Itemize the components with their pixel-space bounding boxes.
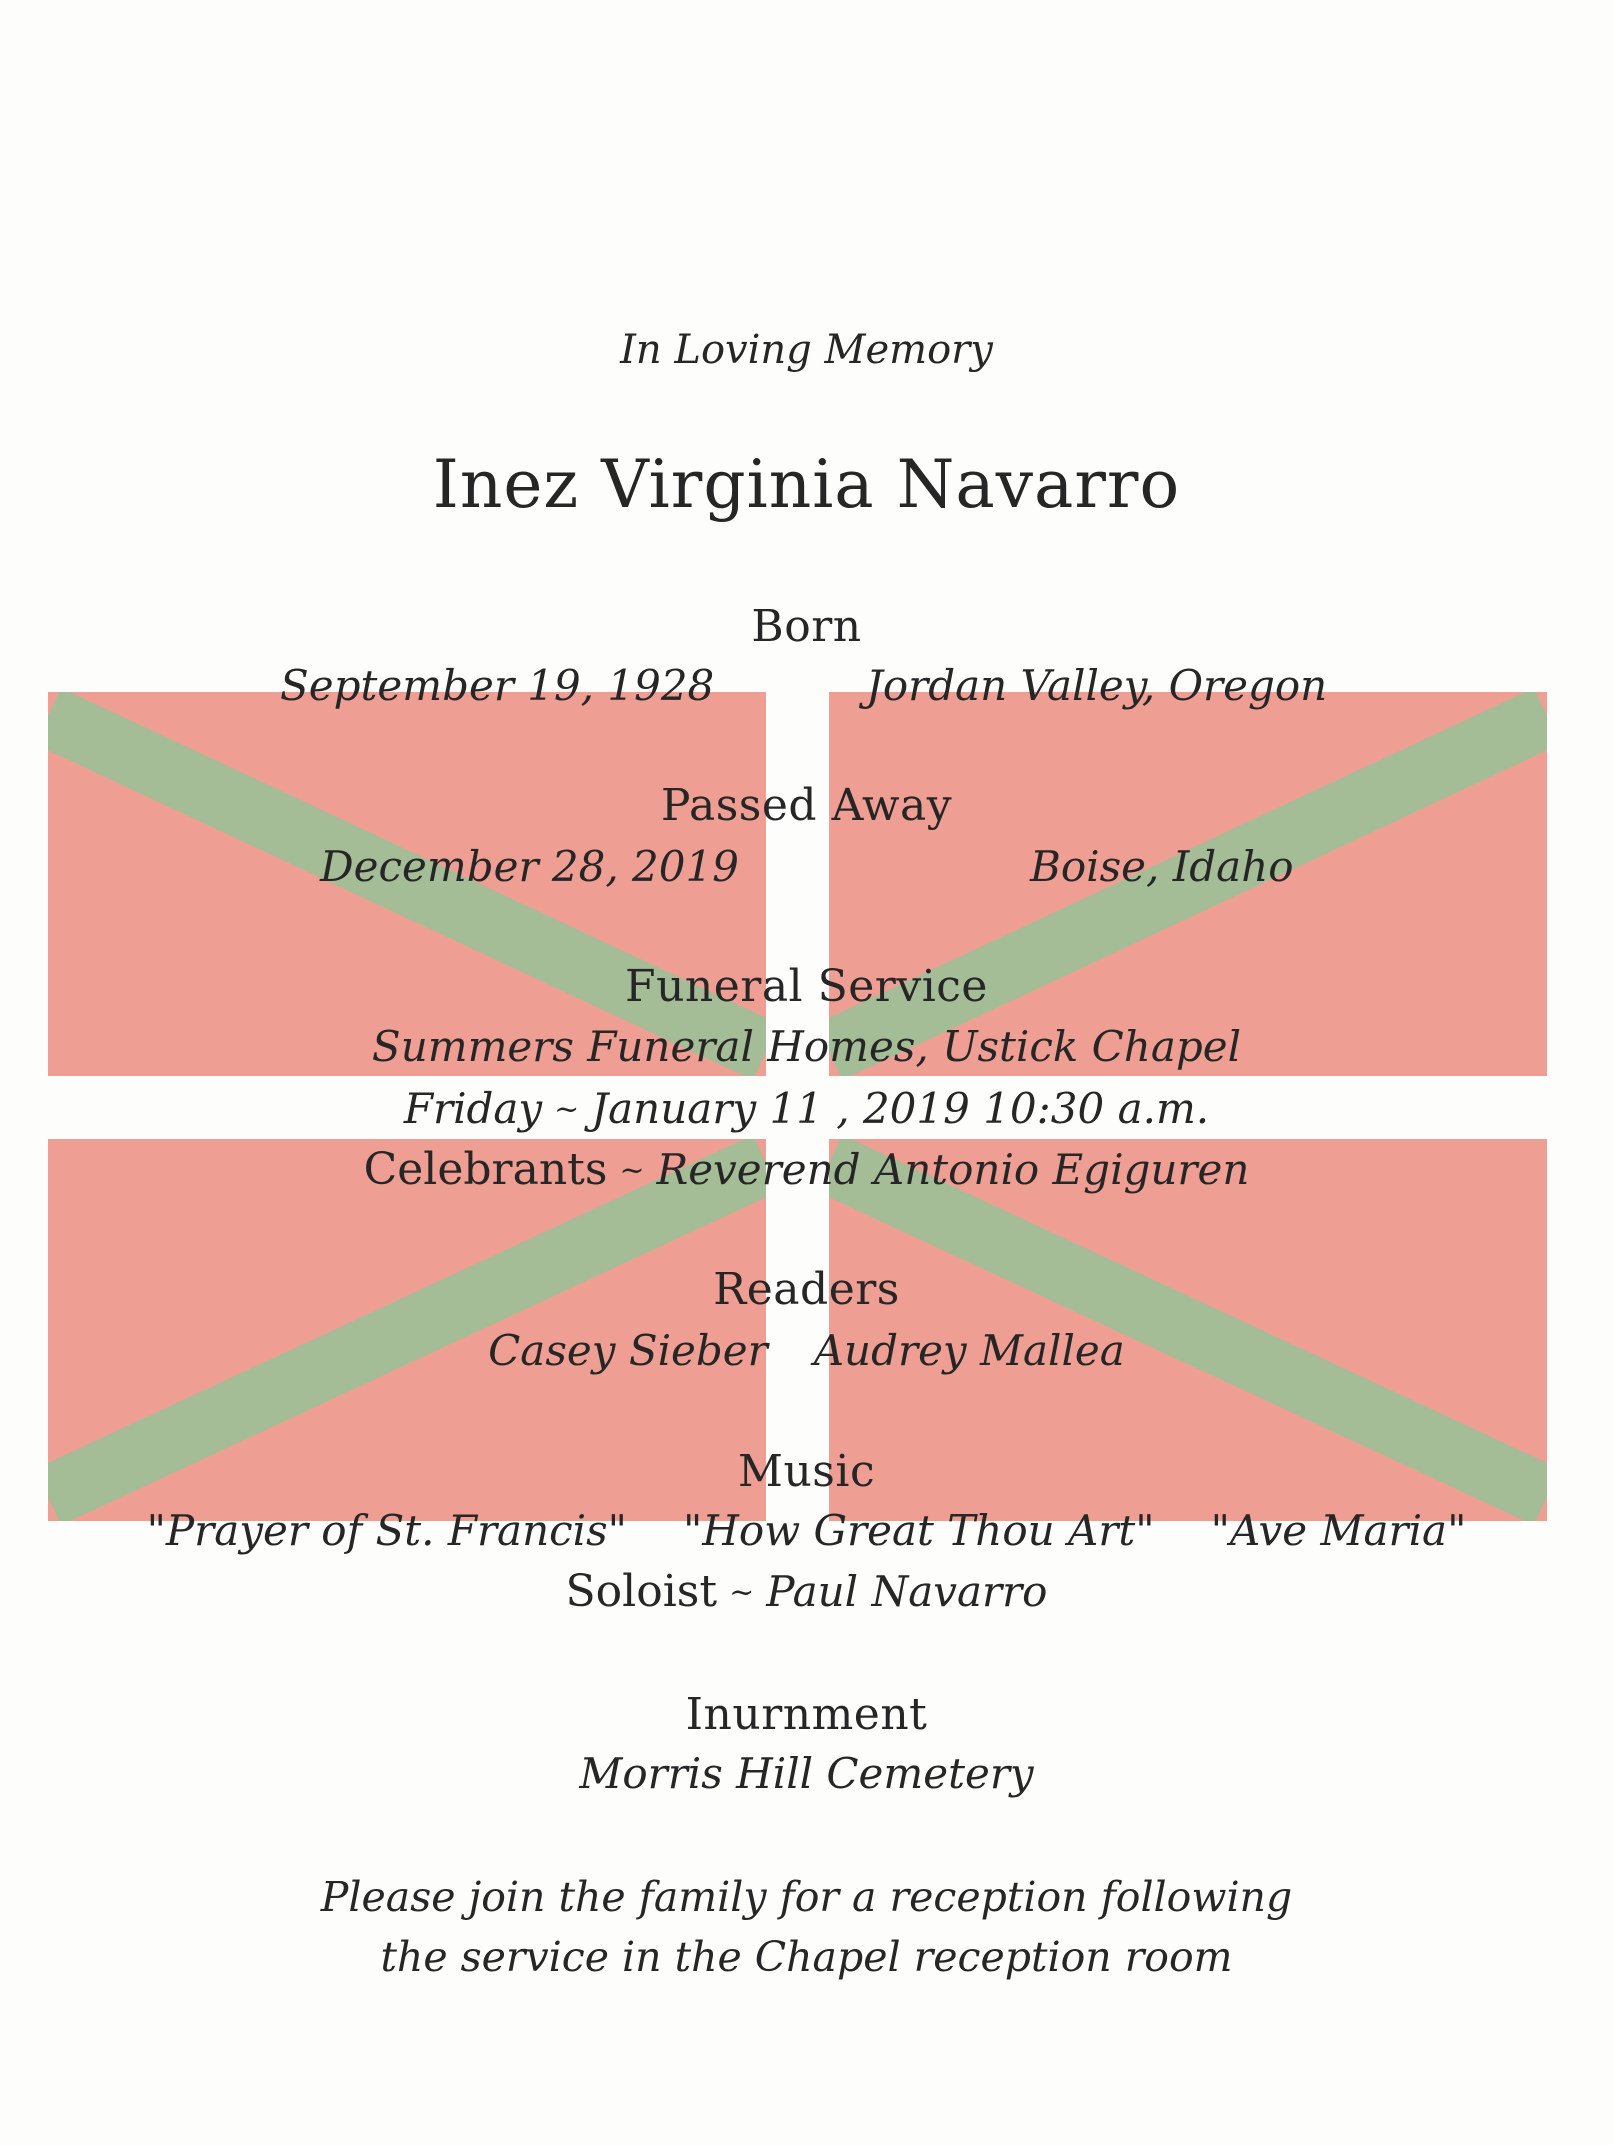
- service-day: Friday: [403, 1084, 543, 1133]
- song-1: "Prayer of St. Francis": [146, 1506, 627, 1555]
- in-loving-memory: In Loving Memory: [620, 327, 993, 373]
- song-3: "Ave Maria": [1210, 1506, 1467, 1555]
- service-date-time: January 11 , 2019 10:30 a.m.: [591, 1084, 1210, 1133]
- reader-1: Casey Sieber: [488, 1326, 768, 1375]
- passed-place: Boise, Idaho: [1030, 842, 1294, 891]
- dash-separator: ~: [554, 1092, 580, 1127]
- celebrants-line: [0, 1144, 1613, 1195]
- inurnment-heading: Inurnment: [685, 1689, 928, 1740]
- service-location: Summers Funeral Homes, Ustick Chapel: [371, 1022, 1242, 1071]
- soloist-name: Paul Navarro: [766, 1567, 1048, 1616]
- reader-2: Audrey Mallea: [813, 1326, 1125, 1375]
- funeral-service-heading: Funeral Service: [625, 961, 988, 1012]
- dash-separator: ~: [729, 1575, 755, 1610]
- music-songs: [0, 1506, 1613, 1555]
- music-heading: Music: [737, 1446, 876, 1497]
- celebrants-names: Reverend Antonio Egiguren: [656, 1145, 1250, 1194]
- decedent-name: Inez Virginia Navarro: [432, 446, 1181, 523]
- soloist-label: Soloist: [565, 1566, 718, 1617]
- song-2: "How Great Thou Art": [682, 1506, 1155, 1555]
- celebrants-label: Celebrants: [363, 1144, 608, 1195]
- service-datetime: [0, 1084, 1613, 1133]
- dash-separator: ~: [619, 1153, 645, 1188]
- born-date: September 19, 1928: [280, 661, 715, 710]
- soloist-line: [0, 1566, 1613, 1617]
- inurnment-place: Morris Hill Cemetery: [579, 1749, 1034, 1798]
- readers-line: [0, 1326, 1613, 1375]
- readers-heading: Readers: [713, 1264, 900, 1315]
- born-heading: Born: [751, 601, 862, 652]
- reception-line-2: the service in the Chapel reception room: [380, 1933, 1233, 1981]
- passed-away-heading: Passed Away: [660, 780, 953, 831]
- reception-line-1: Please join the family for a reception following: [320, 1873, 1293, 1921]
- passed-date: December 28, 2019: [320, 842, 739, 891]
- born-place: Jordan Valley, Oregon: [866, 661, 1328, 710]
